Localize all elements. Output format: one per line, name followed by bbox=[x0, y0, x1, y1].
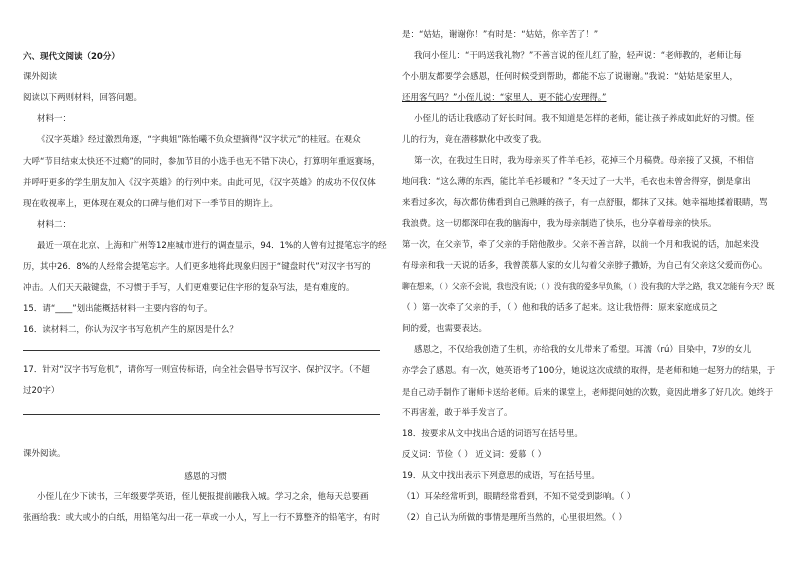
question-18-blanks[interactable]: 反义词：节俭（ ） 近义词：爱慕（ ） bbox=[402, 450, 547, 460]
m1-line-2: 大呼“节目结束太快还不过瘾”的同时，参加节目的小选手也无不错下决心，打算明年重返赛场， bbox=[23, 157, 381, 167]
story-line: 第一次，在父亲节，牵了父亲的手陪他散步。父亲不善言辞，以前一个月和我说的话，加起来没 bbox=[402, 240, 760, 250]
question-17-line-1: 17．针对“汉字书写危机”，请你写一则宣传标语，向全社会倡导书写汉字、保护汉字。（不超 bbox=[23, 365, 370, 375]
story-line: 不再害羞，敢于举手发言了。 bbox=[402, 408, 513, 418]
story-line: 聊在想来，（ ）父亲不会说，我也没有说；（ ）没有我的爱多早负熊，（ ）没有我的大学之路，我又怎能有今天？既 bbox=[402, 282, 775, 291]
story-line: 个小朋友都要学会感恩，任何时候受到帮助，都能不忘了说谢谢。”我说：“姑姑是家里人， bbox=[402, 72, 739, 82]
m1-line-3: 并呼吁更多的学生朋友加入《汉字英雄》的行列中来。由此可见，《汉字英雄》的成功不仅仅体 bbox=[23, 178, 376, 188]
m2-line-1: 最近一项在北京、上海和广州等12座城市进行的调查显示，94．1%的人曾有过提笔忘字的经 bbox=[37, 241, 387, 251]
m1-line-4: 现在收视率上，更体现在观众的口碑与他们对下一季节目的期许上。 bbox=[23, 199, 279, 209]
m2-line-3: 冲击。人们天天敲键盘，不习惯于手写，人们更难要记住字形的复杂写法，是有难度的。 bbox=[23, 283, 355, 293]
story-line: 儿的行为，竟在潜移默化中改变了我。 bbox=[402, 135, 547, 145]
story-line: 小侄儿的话让我感动了好长时间。我不知道是怎样的老师，能让孩子养成如此好的习惯。侄 bbox=[414, 114, 755, 124]
answer-line-16[interactable] bbox=[23, 350, 380, 351]
m1-line-1: 《汉字英雄》经过激烈角逐，“字典姐”陈怡曦不负众望摘得“汉字状元”的桂冠。在观众 bbox=[37, 135, 361, 145]
section-title: 六、现代文阅读（20分） bbox=[23, 52, 120, 62]
question-19: 19．从文中找出表示下列意思的成语，写在括号里。 bbox=[402, 471, 600, 481]
question-15: 15．请“____”划出能概括材料一主要内容的句子。 bbox=[23, 304, 213, 314]
story-line: 是自己动手制作了谢师卡送给老师。后来的课堂上，老师提问她的次数，竟因此增多了好几次。她终于 bbox=[402, 387, 774, 397]
story-line: 我问小侄儿：“干吗送我礼物？”不善言说的侄儿红了脸，轻声说：“老师教的，老师让每 bbox=[414, 51, 742, 61]
story-title: 感恩的习惯 bbox=[184, 472, 227, 482]
story-line: 还用客气吗？”小侄儿说：“家里人，更不能心安理得。” bbox=[402, 93, 607, 103]
story-line: 来看过多次，每次都仿佛看到自己熟睡的孩子，有一点舒服，都抹了又抹。她幸福地揉着眼睛，骂 bbox=[402, 198, 768, 208]
question-19-item-1[interactable]: （1）耳朵经常听到，眼睛经常看到，不知不觉受到影响。（ ） bbox=[402, 492, 636, 502]
story-line: 间的爱，也需要表达。 bbox=[402, 324, 488, 334]
question-17-line-2: 过20字） bbox=[23, 386, 60, 396]
story-line: 感恩之，不仅给我创造了生机，亦给我的女儿带来了希望。耳濡（rú）目染中，7岁的女儿 bbox=[414, 345, 752, 355]
m2-line-2: 历，其中26．8%的人经常会提笔忘字。人们更多地将此现象归因于“键盘时代”对汉字书写的 bbox=[23, 262, 371, 272]
story-line: 亦学会了感恩。有一次，她英语考了100分，她说这次成绩的取得，是老师和她一起努力的结果，于 bbox=[402, 366, 776, 376]
story-line: 地问我：“这么薄的东西，能比羊毛衫暖和？”冬天过了一大半，毛衣也未曾舍得穿，倒是拿出 bbox=[402, 177, 751, 187]
story-line: 有母亲和我一天说的话多，我曾羡慕人家的女儿勾着父亲脖子撒娇，为自己有父亲这父爱而伤心。 bbox=[402, 261, 768, 271]
story-line-2: 张画给我：或大或小的白纸，用铅笔勾出一花一草或一小人，写上一行不算整齐的铅笔字，有时 bbox=[23, 513, 381, 523]
answer-line-17[interactable] bbox=[23, 414, 380, 415]
extracurricular-label-2: 课外阅读。 bbox=[23, 449, 66, 459]
story-line: （ ）第一次牵了父亲的手，（ ）他和我的话多了起来。这让我悟得：原来家庭成员之 bbox=[402, 303, 718, 313]
material1-label: 材料一： bbox=[37, 114, 72, 124]
extracurricular-label: 课外阅读 bbox=[23, 72, 58, 82]
story-line-1: 小侄儿在少下读书，三年级要学英语，侄儿便报提前融我入城。学习之余，他每天总要画 bbox=[37, 492, 369, 502]
instruction-text: 阅读以下两则材料，回答问题。 bbox=[23, 93, 143, 103]
question-18: 18．按要求从文中找出合适的词语写在括号里。 bbox=[402, 429, 583, 439]
story-line: 我浪费。这一切都深印在我的脑海中，我为母亲制造了快乐，也分享着母亲的快乐。 bbox=[402, 219, 717, 229]
material2-label: 材料二： bbox=[37, 220, 72, 230]
question-16: 16．读材料二，你认为汉字书写危机产生的原因是什么？ bbox=[23, 325, 238, 335]
story-line: 第一次，在我过生日时，我为母亲买了件羊毛衫，花掉三个月稿费。母亲接了又摸，不相信 bbox=[414, 156, 755, 166]
question-19-item-2[interactable]: （2）自己认为所做的事情是理所当然的，心里很坦然。（ ） bbox=[402, 513, 627, 523]
story-line: 是：“姑姑，谢谢你！”有时是：“姑姑，你辛苦了！” bbox=[402, 30, 599, 40]
